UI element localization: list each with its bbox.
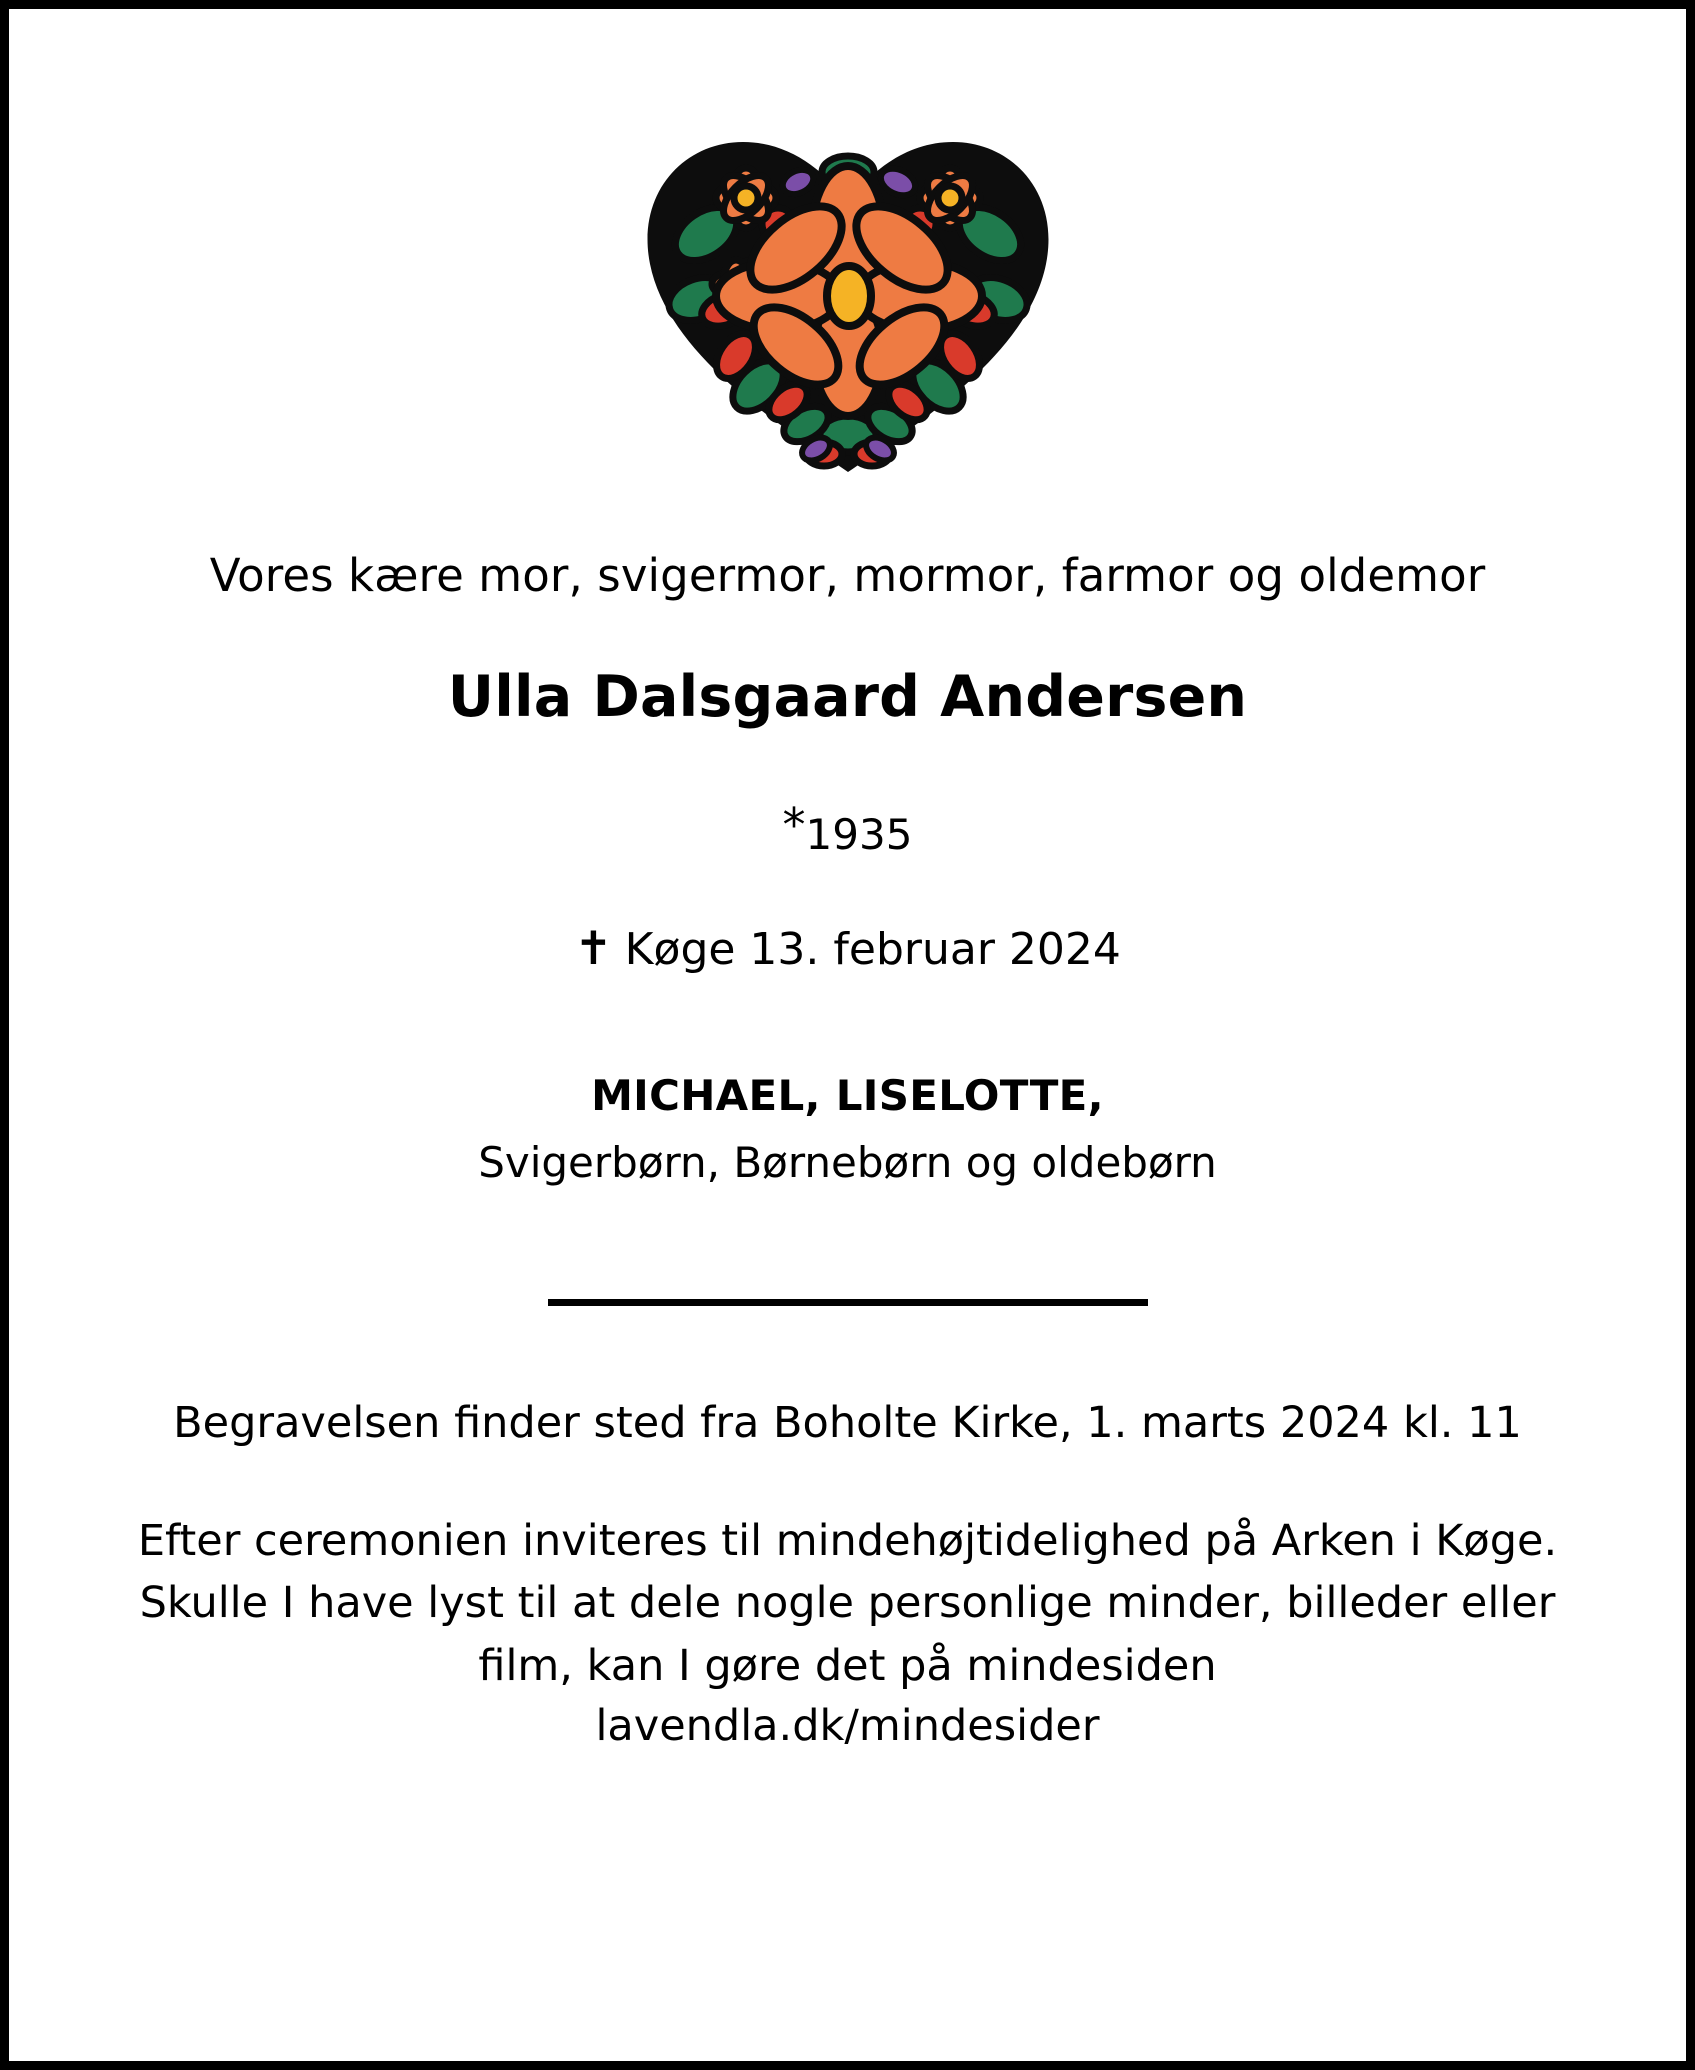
memorial-url: lavendla.dk/mindesider (595, 1701, 1100, 1752)
memorial-text: Efter ceremonien inviteres til mindehøjtidelighed på Arken i Køge. Skulle I have lyst til at dele nogle personlige minder, billeder eller film, kan I gøre det på mindesiden (137, 1516, 1558, 1691)
ceremony-text: Begravelsen finder sted fra Boholte Kirke, 1. marts 2024 kl. 11 (173, 1398, 1522, 1448)
survivors-subtitle: Svigerbørn, Børnebørn og oldebørn (478, 1138, 1217, 1187)
survivors-names: MICHAEL, LISELOTTE, (591, 1071, 1104, 1120)
birth-line (9, 798, 1686, 859)
birth-year: 1935 (805, 810, 913, 859)
deceased-name: Ulla Dalsgaard Andersen (447, 664, 1248, 730)
floral-heart-icon (618, 119, 1078, 489)
death-place-date: Køge 13. februar 2024 (624, 924, 1121, 975)
relation-text: Vores kære mor, svigermor, mormor, farmor og oldemor (209, 549, 1486, 602)
birth-star-icon: * (782, 798, 806, 852)
death-line (9, 921, 1686, 975)
cross-icon: ✝ (574, 921, 613, 975)
divider (548, 1299, 1148, 1306)
